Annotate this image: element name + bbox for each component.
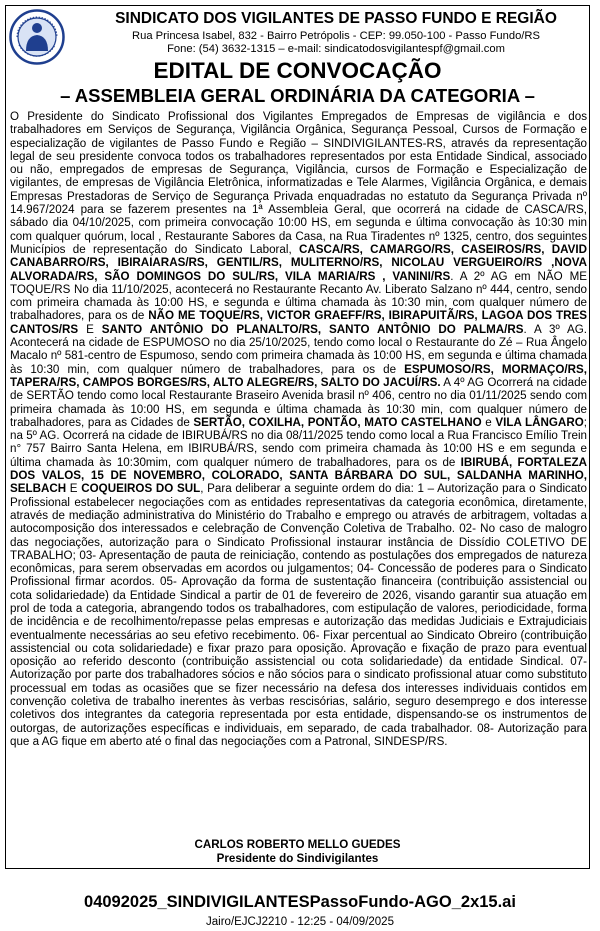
notice-title: EDITAL DE CONVOCAÇÃO <box>153 58 442 83</box>
notice-text-run: . A 3º AG. Acontecerá na cidade de ESPUMOSO no dia 25/10/2025, tendo como local o Restaurante do Zé – Rua Ângelo Macalo nº 581-centro de Espumoso, sendo com primeira chamada às 10:00 HS, em segunda e última chamada às 10:30 min, com qualquer número de trabalhadores, para os de <box>10 322 587 376</box>
notice-text-run: E <box>78 322 102 336</box>
notice-text-run: ; na 5º AG. Ocorrerá na cidade de IBIRUBÁ/RS no dia 08/11/2025 tendo como local a Rua Francisco Emílio Trein n° 757 Bairro Santa Helena, em IBIRUBÁ/RS, sendo com primeira chamada às 10:00 HS e em segunda e última chamada às 10:30mim, com qualquer número de trabalhadores, para os de <box>10 415 587 469</box>
notice-text-run: A 4º AG Ocorrerá na cidade de SERTÃO tendo como local Restaurante Braseiro Avenida brasil nº 406, centro no dia 01/11/2025 sendo com primeira chamada às 10:00 HS, em segunda e última chamada às 10:30 min, com qualquer número de trabalhadores, para as Cidades de <box>10 375 587 429</box>
union-name: SINDICATO DOS VIGILANTES DE PASSO FUNDO E REGIÃO <box>115 10 557 27</box>
notice-text-bold-run: SERTÃO, COXILHA, PONTÃO, MATO CASTELHANO <box>193 415 482 429</box>
notice-text-bold-run: VILA LÂNGARO <box>495 415 584 429</box>
notice-text-run: E <box>66 482 82 496</box>
notice-text-run: e <box>481 415 496 429</box>
notice-text-run: , Para deliberar a seguinte ordem do dia: 1 – Autorização para o Sindicato Profissional estabelecer negociações com as entidades representativas da categoria econômica, diretamente, através de mediação administrativa do Ministério do Trabalho e emprego ou através de arbitragem, voltadas a autocomposição dos interessados e celebração de Convenção Coletiva de Trabalho. 02- No caso de malogro das negociações, autorização para o Sindicato Profissional instaurar instância de Dissídio COLETIVO DE TRABALHO; 03- Apresentação de pauta de reiniciação, contendo as postulações dos empregados de natureza econômicas, para serem observadas em acordos ou julgamentos; 04- Concessão de poderes para o Sindicato Profissional firmar acordos. 05- Aprovação da forma de sustentação financeira (contribuição assistencial ou cota solidariedade) da Entidade Sindical a partir de 01 de fevereiro de 2026, visando garantir sua atuação em prol de toda a categoria, abrangendo todos os trabalhadores, com estipulação de valores, periodicidade, forma de incidência e de recolhimento/repasse pelas empresas e autorização das medidas Judiciais e Extrajudiciais eventualmente necessárias ao seu efetivo recebimento. 06- Fixar percentual ao Sindicato Obreiro (contribuição assistencial ou cota solidariedade) e fixar prazo para oposição. Aprovação e fixação de prazo para eventual oposição ao referido desconto (contribuição assistencial ou cota solidariedade) da entidade Sindical. 07- Autorização por parte dos trabalhadores sócios e não sócios para o sindicato profissional atuar como substituto processual em todas as ocasiões que se fizer necessário na defesa dos interesses individuais contidos em convenção coletiva de trabalho inerentes às verbas rescisórias, salário, seguro desemprego e dos interesse coletivos dos integrantes da categoria representada por esta entidade, dispensando-se os instrumentos de outorgas, de autorizações específicas e individuais, em separado, de cada trabalhador. 08- Autorização para que a AG fique em aberto até o final das negociações com a Patronal, SINDESP/RS. <box>10 482 587 748</box>
file-identifier: 04092025_SINDIVIGILANTESPassoFundo-AGO_2x15.ai <box>84 893 516 911</box>
file-metadata: Jairo/EJCJ2210 - 12:25 - 04/09/2025 <box>206 916 394 928</box>
notice-subtitle: – ASSEMBLEIA GERAL ORDINÁRIA DA CATEGORIA – <box>60 85 535 106</box>
notice-text-run: . A 2º AG em NÃO ME TOQUE/RS No dia 11/10/2025, acontecerá no Restaurante Recanto Av. Liberato Salzano nº 444, centro, sendo com primeira chamada às 10:00 HS, e segunda e última chamada às 10:30 min, com qualquer número de trabalhadores, para os de <box>10 269 587 323</box>
union-address: Rua Princesa Isabel, 832 - Bairro Petrópolis - CEP: 99.050-100 - Passo Fundo/RS <box>132 30 540 42</box>
notice-text-bold-run: COQUEIROS DO SUL <box>81 482 201 496</box>
signatory-role: Presidente do Sindivigilantes <box>216 852 379 865</box>
notice-text-bold-run: NÃO ME TOQUE/RS, VICTOR GRAEFF/RS, IBIRAPUITÃ/RS, LAGOA DOS TRES CANTOS/RS <box>10 309 587 336</box>
union-contact: Fone: (54) 3632-1315 – e-mail: sindicatodosvigilantespf@gmail.com <box>167 43 505 55</box>
notice-text-bold-run: ESPUMOSO/RS, MORMAÇO/RS, TAPERA/RS, CAMPOS BORGES/RS, ALTO ALEGRE/RS, SALTO DO JACUÍ/RS. <box>10 362 587 389</box>
notice-text <box>10 110 587 748</box>
notice-body <box>10 110 587 838</box>
union-seal-logo <box>9 9 65 65</box>
notice-text-bold-run: SANTO ANTÔNIO DO PLANALTO/RS, SANTO ANTÔNIO DO PALMA/RS <box>101 322 524 336</box>
notice-text-bold-run: CASCA/RS, CAMARGO/RS, CASEIROS/RS, DAVID CANABARRO/RS, IBIRAIARAS/RS, GENTIL/RS, MULITERNO/RS, NICOLAU VERGUEIRO/RS ,NOVA ALVORADA/RS, SÃO DOMINGOS DO SUL/RS, VILA MARIA/RS , VANINI/RS <box>10 242 587 283</box>
notice-text-run: O Presidente do Sindicato Profissional dos Vigilantes Empregados de Empresas de vigilância e dos trabalhadores em Serviços de Segurança, Vigilância Orgânica, Segurança Pessoal, Cursos de Formação e especialização de vigilantes de Passo Fundo e Região – SINDIVIGILANTES-RS, através da representação legal de seu presidente convoca todos os trabalhadores representados por esta Entidade Sindical, associado ou não, empregados de empresas de Segurança, Vigilância, cursos de Formação e Especialização de vigilantes, de empresas de Vigilância Eletrônica, informatizadas e Tele Alarmes, Vigilância Orgânica, e demais Empresas Prestadoras de Serviço de Segurança Privada enquadradas no estatuto da Segurança Privada nº 14.967/2024 para se fazerem presentes na 1ª Assembleia Geral, que ocorrerá na cidade de CASCA/RS, sábado dia 04/10/2025, com primeira convocação 10:00 HS, em segunda e última convocação às 10:30 min com qualquer quórum, local , Restaurante Sabores da Casa, na Rua Tiradentes nº 1325, centro, dos seguintes Municípios de representação do Sindicato Laboral, <box>10 110 587 256</box>
notice-text-bold-run: IBIRUBÁ, FORTALEZA DOS VALOS, 15 DE NOVEMBRO, COLORADO, SANTA BÁRBARA DO SUL, SALDANHA MARINHO, SELBACH <box>10 455 587 496</box>
signatory-name: CARLOS ROBERTO MELLO GUEDES <box>194 838 401 851</box>
